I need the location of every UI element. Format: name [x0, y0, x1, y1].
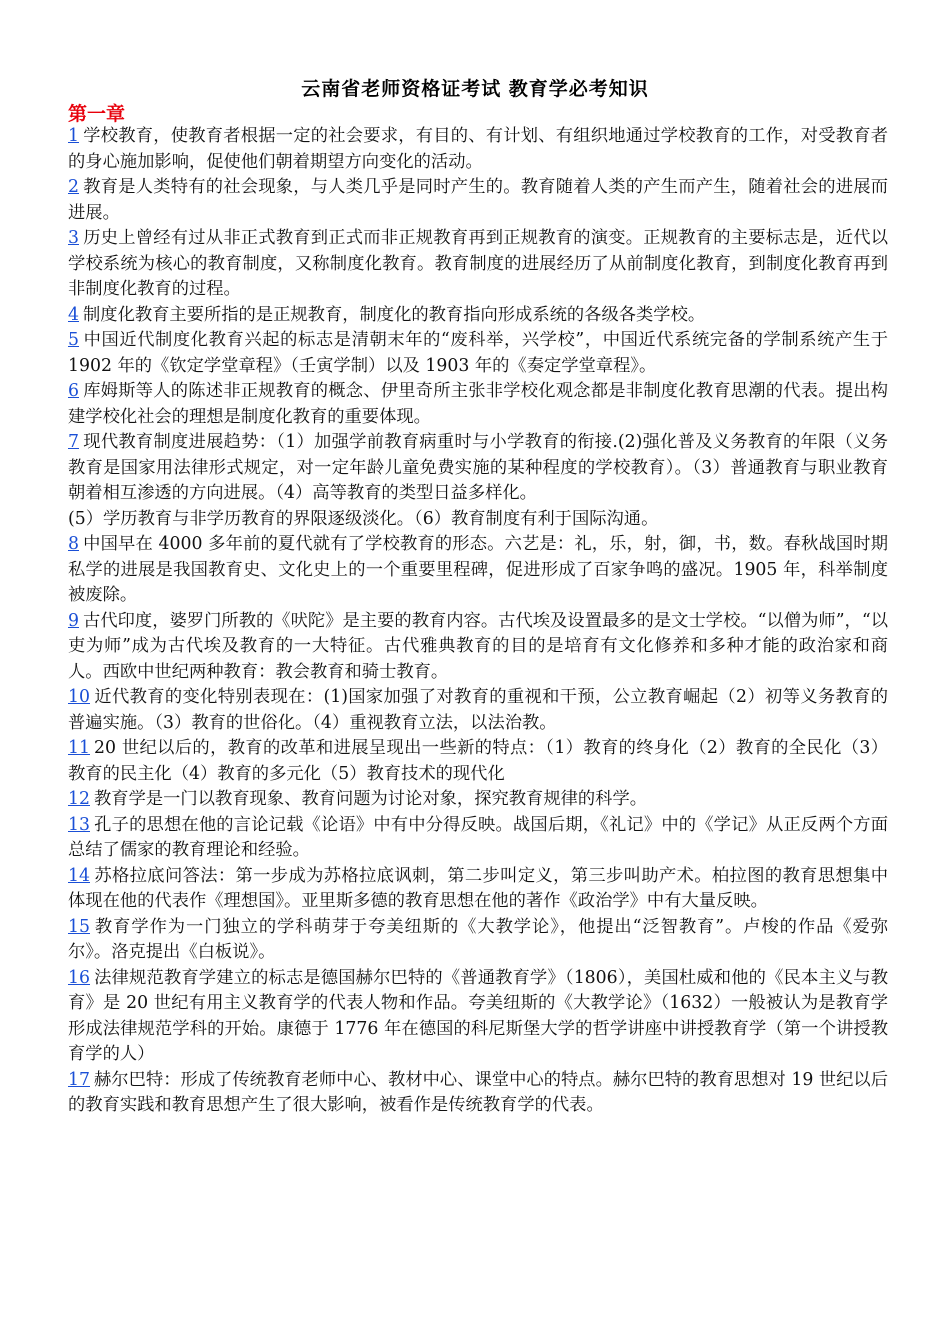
item-number-link[interactable]: 17	[68, 1069, 90, 1090]
knowledge-item	[68, 609, 888, 686]
item-number-link[interactable]: 7	[68, 432, 79, 452]
knowledge-item	[68, 813, 888, 864]
item-text: 学校教育，使教育者根据一定的社会要求，有目的、有计划、有组织地通过学校教育的工作，对受教育者的身心施加影响，促使他们朝着期望方向变化的活动。	[68, 126, 888, 172]
knowledge-item	[68, 175, 888, 226]
item-number-link[interactable]: 13	[68, 814, 90, 835]
item-number-link[interactable]: 11	[68, 738, 90, 758]
item-text: 现代教育制度进展趋势：（1）加强学前教育病重时与小学教育的衔接.(2)强化普及义务教育的年限（义务教育是国家用法律形式规定，对一定年龄儿童免费实施的某种程度的学校教育）。（3）普通教育与职业教育朝着相互渗透的方向进展。（4）高等教育的类型日益多样化。	[68, 432, 888, 503]
item-text: 教育学作为一门独立的学科萌芽于夸美纽斯的《大教学论》，他提出“泛智教育”。卢梭的作品《爱弥尔》。洛克提出《白板说》。	[68, 916, 888, 962]
item-text: 教育是人类特有的社会现象，与人类几乎是同时产生的。教育随着人类的产生而产生，随着社会的进展而进展。	[68, 177, 888, 223]
item-number-link[interactable]: 9	[68, 610, 79, 631]
knowledge-item	[68, 430, 888, 507]
item-number-link[interactable]: 5	[68, 330, 79, 350]
chapter-heading: 第一章	[68, 103, 126, 125]
item-number-link[interactable]: 4	[68, 304, 79, 325]
knowledge-item	[68, 328, 888, 379]
item-number-link[interactable]: 14	[68, 865, 90, 886]
item-text: 古代印度，婆罗门所教的《吠陀》是主要的教育内容。古代埃及设置最多的是文士学校。“以僧为师”，“以吏为师”成为古代埃及教育的一大特征。古代雅典教育的目的是培育有文化修养和多种才能的政治家和商人。西欧中世纪两种教育：教会教育和骑士教育。	[68, 610, 888, 682]
item-number-link[interactable]: 8	[68, 534, 79, 554]
item-number-link[interactable]: 10	[68, 687, 90, 707]
item-text: 中国近代制度化教育兴起的标志是清朝末年的“废科举，兴学校”，中国近代系统完备的学制系统产生于 1902 年的《钦定学堂章程》（壬寅学制）以及 1903 年的《奏定学堂章程》。	[68, 330, 888, 376]
item-text: 苏格拉底问答法：第一步成为苏格拉底讽刺，第二步叫定义，第三步叫助产术。柏拉图的教育思想集中体现在他的代表作《理想国》。亚里斯多德的教育思想在他的著作《政治学》中有大量反映。	[68, 865, 888, 911]
item-number-link[interactable]: 1	[68, 126, 79, 146]
item-text: 历史上曾经有过从非正式教育到正式而非正规教育再到正规教育的演变。正规教育的主要标志是，近代以学校系统为核心的教育制度，又称制度化教育。教育制度的进展经历了从前制度化教育，到制度化教育再到非制度化教育的过程。	[68, 228, 888, 299]
item-text: 制度化教育主要所指的是正规教育，制度化的教育指向形成系统的各级各类学校。	[83, 304, 706, 325]
document-body	[68, 124, 888, 1119]
item-text: 近代教育的变化特别表现在：(1)国家加强了对教育的重视和干预，公立教育崛起（2）初等义务教育的普遍实施。（3）教育的世俗化。（4）重视教育立法，以法治教。	[68, 687, 888, 733]
item-text: 库姆斯等人的陈述非正规教育的概念、伊里奇所主张非学校化观念都是非制度化教育思潮的代表。提出构建学校化社会的理想是制度化教育的重要体现。	[68, 381, 888, 427]
item-text: 中国早在 4000 多年前的夏代就有了学校教育的形态。六艺是：礼，乐，射，御，书，数。春秋战国时期私学的进展是我国教育史、文化史上的一个重要里程碑，促进形成了百家争鸣的盛况。1905 年，科举制度被废除。	[68, 534, 888, 605]
item-text: 孔子的思想在他的言论记载《论语》中有中分得反映。战国后期，《礼记》中的《学记》从正反两个方面总结了儒家的教育理论和经验。	[68, 814, 888, 860]
knowledge-item	[68, 379, 888, 430]
knowledge-item	[68, 507, 888, 533]
item-number-link[interactable]: 3	[68, 228, 79, 248]
document-title: 云南省老师资格证考试 教育学必考知识	[301, 78, 649, 100]
item-text: (5）学历教育与非学历教育的界限逐级淡化。（6）教育制度有利于国际沟通。	[68, 508, 659, 529]
knowledge-item	[68, 787, 888, 813]
knowledge-item	[68, 685, 888, 736]
knowledge-item	[68, 966, 888, 1068]
item-text: 法律规范教育学建立的标志是德国赫尔巴特的《普通教育学》（1806），美国杜威和他的《民本主义与教育》是 20 世纪有用主义教育学的代表人物和作品。夸美纽斯的《大教学论》（1632）一般被认为是教育学形成法律规范学科的开始。康德于 1776 年在德国的科尼斯堡大学的哲学讲座中讲授教育学（第一个讲授教育学的人）	[68, 967, 889, 1064]
knowledge-item	[68, 736, 888, 787]
knowledge-item	[68, 226, 888, 303]
item-text: 赫尔巴特：形成了传统教育老师中心、教材中心、课堂中心的特点。赫尔巴特的教育思想对 19 世纪以后的教育实践和教育思想产生了很大影响，被看作是传统教育学的代表。	[68, 1069, 888, 1115]
item-text: 20 世纪以后的，教育的改革和进展呈现出一些新的特点：（1）教育的终身化（2）教育的全民化（3）教育的民主化（4）教育的多元化（5）教育技术的现代化	[68, 738, 888, 784]
knowledge-item	[68, 532, 888, 609]
item-number-link[interactable]: 12	[68, 789, 90, 809]
item-text: 教育学是一门以教育现象、教育问题为讨论对象，探究教育规律的科学。	[94, 789, 648, 809]
item-number-link[interactable]: 2	[68, 177, 79, 197]
knowledge-item	[68, 915, 888, 966]
knowledge-item	[68, 124, 888, 175]
knowledge-item	[68, 864, 888, 915]
item-number-link[interactable]: 15	[68, 916, 90, 937]
item-number-link[interactable]: 6	[68, 381, 79, 401]
knowledge-item	[68, 1068, 888, 1119]
item-number-link[interactable]: 16	[68, 967, 90, 988]
knowledge-item	[68, 303, 888, 329]
